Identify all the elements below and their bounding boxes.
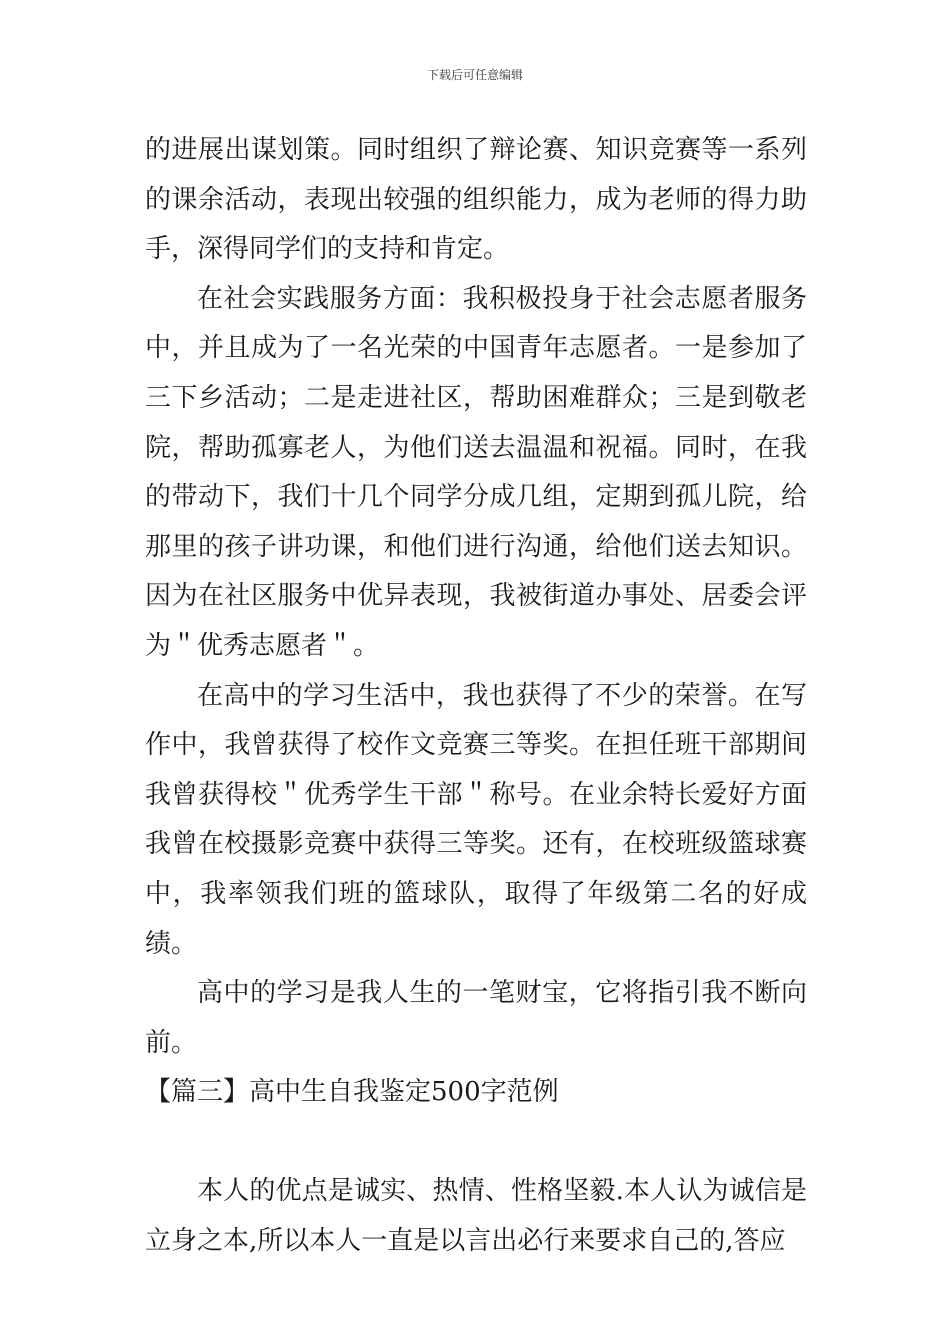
section-heading: 【篇三】高中生自我鉴定500字范例	[145, 1077, 559, 1108]
page-header: 下载后可任意编辑	[426, 68, 523, 82]
paragraph-volunteer-service: 在社会实践服务方面：我积极投身于社会志愿者服务中，并且成为了一名光荣的中国青年志愿者。一是参加了三下乡活动；二是走进社区，帮助困难群众；三是到敬老院，帮助孤寡老人，为他们送去温温和祝福。同时，在我的带动下，我们十几个同学分成几组，定期到孤儿院，给那里的孩子讲功课，和他们进行沟通，给他们送去知识。因为在社区服务中优异表现，我被街道办事处、居委会评为＂优秀志愿者＂。	[145, 283, 807, 661]
paragraph-conclusion: 高中的学习是我人生的一笔财宝，它将指引我不断向前。	[145, 978, 807, 1058]
document-body	[145, 126, 807, 1267]
blank-line	[145, 1118, 807, 1168]
paragraph-organizing: 的进展出谋划策。同时组织了辩论赛、知识竞赛等一系列的课余活动，表现出较强的组织能力，成为老师的得力助手，深得同学们的支持和肯定。	[145, 135, 807, 265]
paragraph-honors: 在高中的学习生活中，我也获得了不少的荣誉。在写作中，我曾获得了校作文竞赛三等奖。在担任班干部期间我曾获得校＂优秀学生干部＂称号。在业余特长爱好方面我曾在校摄影竞赛中获得三等奖。还有，在校班级篮球赛中，我率领我们班的篮球队，取得了年级第二名的好成绩。	[145, 680, 807, 959]
paragraph-self-assessment: 本人的优点是诚实、热情、性格坚毅.本人认为诚信是立身之本,所以本人一直是以言出必行来要求自己的,答应	[145, 1176, 807, 1257]
